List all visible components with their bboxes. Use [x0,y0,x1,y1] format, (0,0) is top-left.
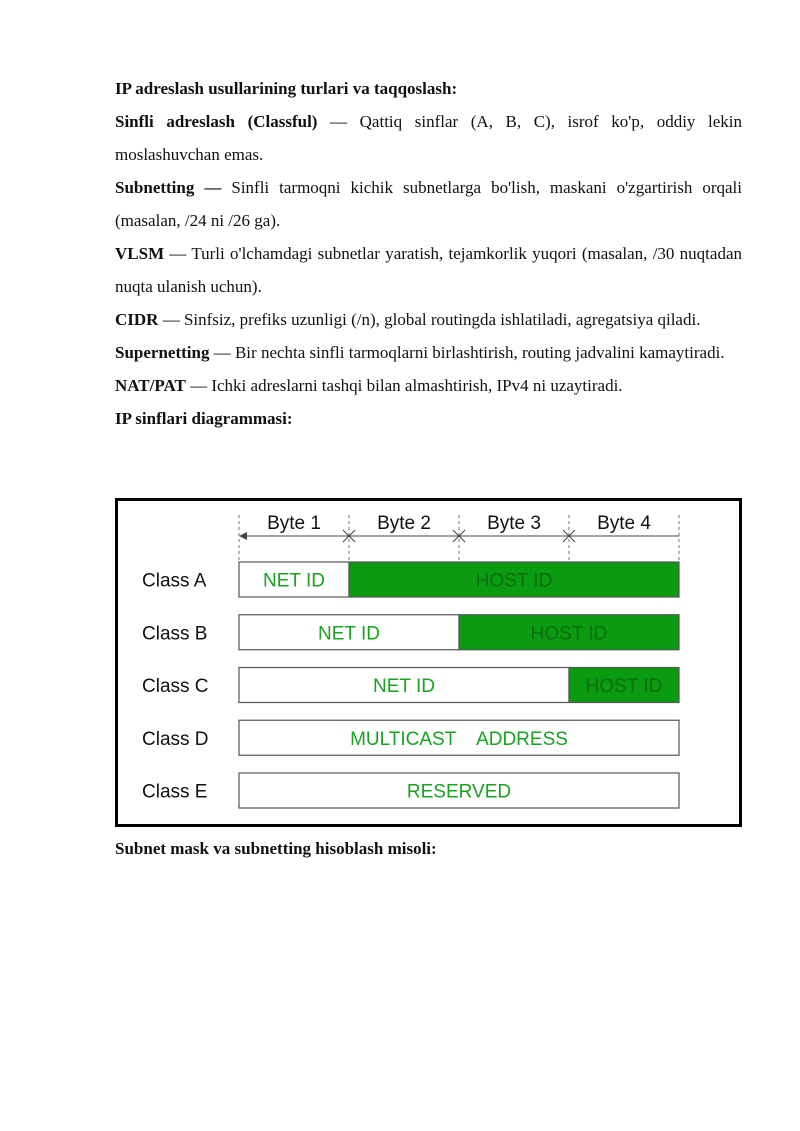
net-id-label: NET ID [263,570,325,592]
arrow-head-icon [239,532,247,540]
host-id-label: HOST ID [530,623,608,645]
diagram-heading: IP sinflari diagrammasi: [115,409,293,428]
item-classful [115,105,742,171]
byte-label: Byte 4 [597,513,651,534]
ip-class-diagram [115,498,742,827]
item-term: Subnetting — [115,178,222,197]
host-id-label: HOST ID [475,570,553,592]
item-text: — Ichki adreslarni tashqi bilan almashtirish, IPv4 ni uzaytiradi. [185,376,623,395]
item-text: — Sinfsiz, prefiks uzunligi (/n), global routingda ishlatiladi, agregatsiya qiladi. [158,310,701,329]
item-term: Sinfli adreslash (Classful) [115,112,318,131]
item-nat-pat [115,369,742,402]
net-id-label: NET ID [373,676,435,697]
class-label: Class E [142,781,208,803]
net-id-label: NET ID [318,623,380,645]
item-vlsm [115,237,742,303]
net-id-label: RESERVED [406,781,512,803]
byte-label: Byte 1 [267,513,321,534]
text-body [115,72,742,435]
item-cidr [115,303,742,336]
net-id-label: MULTICAST ADDRESS [350,728,568,750]
footer-heading: Subnet mask va subnetting hisoblash misoli: [115,839,437,858]
class-label: Class C [142,676,209,697]
item-text: — Bir nechta sinfli tarmoqlarni birlashtirish, routing jadvalini kamaytiradi. [209,343,725,362]
class-label: Class D [142,728,209,750]
item-term: CIDR [115,310,159,329]
class-label: Class A [142,570,207,592]
item-subnetting [115,171,742,237]
byte-label: Byte 2 [377,513,431,534]
host-id-label: HOST ID [585,676,663,697]
item-term: NAT/PAT [115,376,186,395]
item-text: Sinfli tarmoqni kichik subnetlarga bo'lish, maskani o'zgartirish orqali (masalan, /24 ni /26 ga). [115,178,742,230]
item-text: — Qattiq sinflar (A, B, C), isrof ko'p, oddiy lekin moslashuvchan emas. [115,112,743,164]
item-text: — Turli o'lchamdagi subnetlar yaratish, tejamkorlik yuqori (masalan, /30 nuqtadan nuqta ulanish uchun). [115,244,742,296]
class-label: Class B [142,623,208,645]
ip-class-diagram-svg [118,501,739,824]
byte-label: Byte 3 [487,513,541,534]
item-term: Supernetting [115,343,210,362]
item-term: VLSM [115,244,165,263]
section-heading: IP adreslash usullarining turlari va taqqoslash: [115,79,458,98]
footer [115,832,437,865]
item-supernetting [115,336,742,369]
